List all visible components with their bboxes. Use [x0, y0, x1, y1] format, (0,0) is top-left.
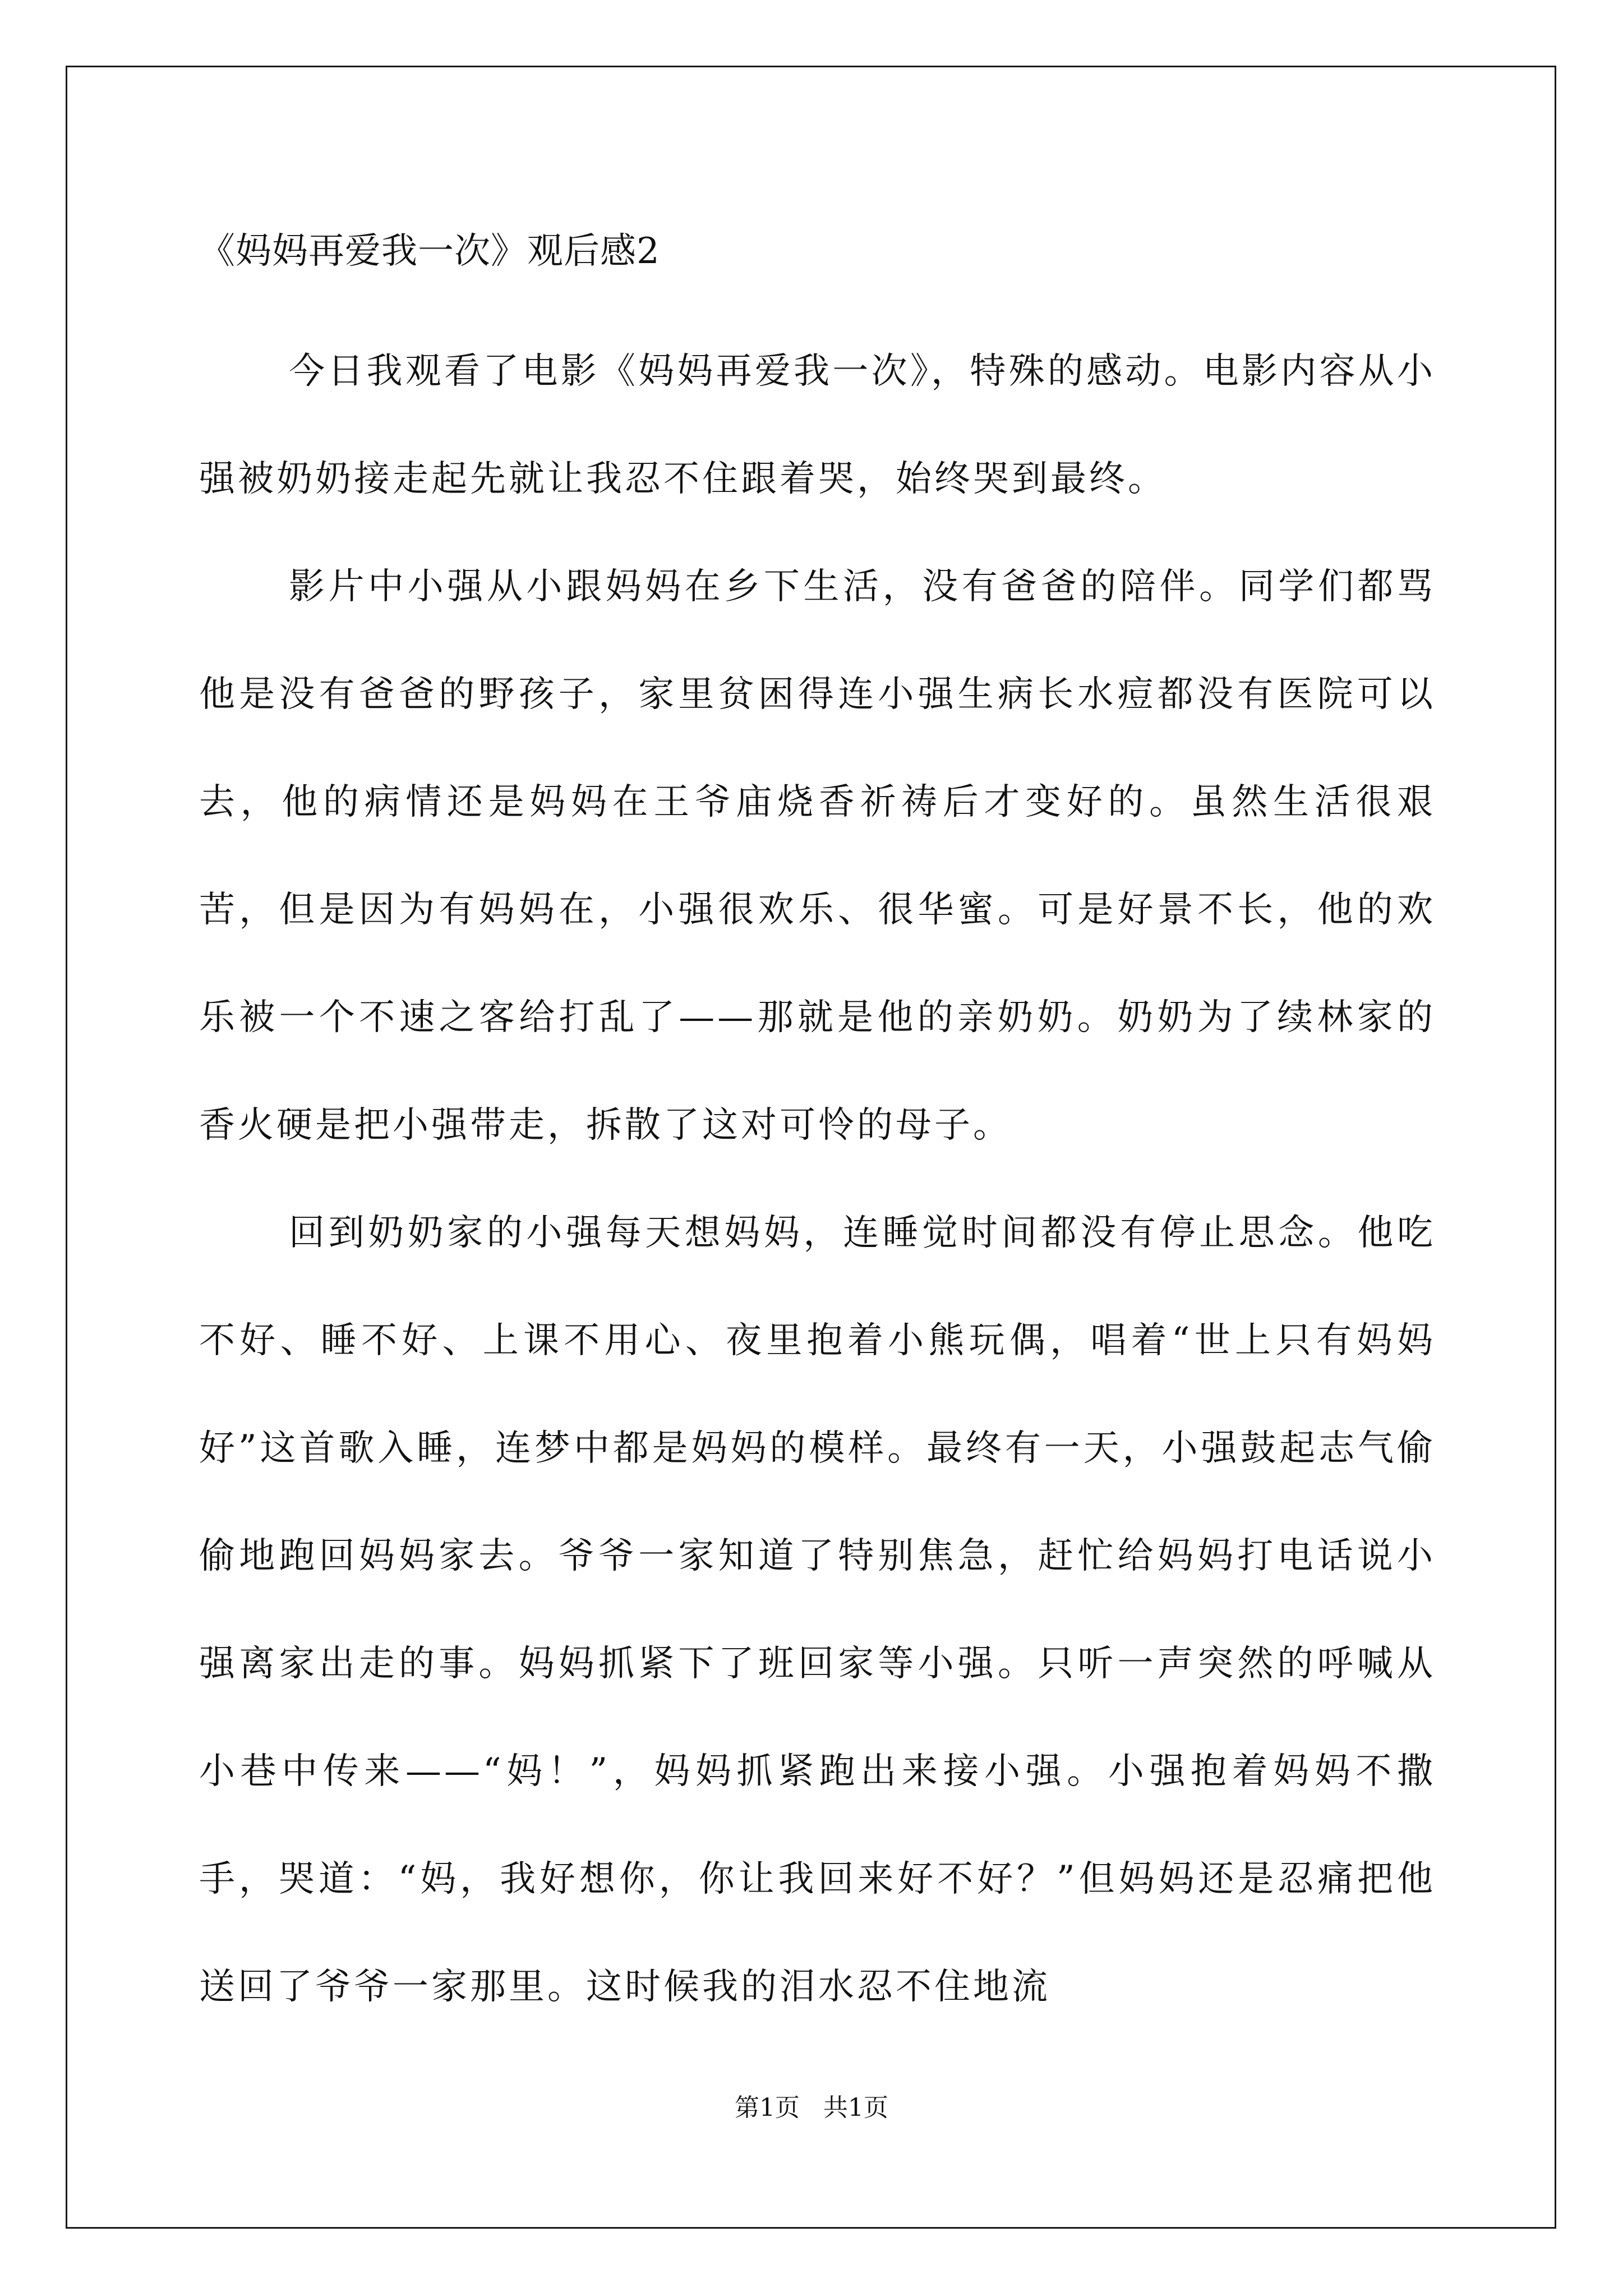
document-title: 《妈妈再爱我一次》观后感2 [199, 231, 660, 272]
document-body [199, 318, 1436, 2041]
paragraph-1: 今日我观看了电影《妈妈再爱我一次》，特殊的感动。电影内容从小强被奶奶接走起先就让我忍不住跟着哭，始终哭到最终。 [199, 351, 1436, 500]
page-footer: 第1页 共1页 [735, 2093, 888, 2122]
paragraph-3: 回到奶奶家的小强每天想妈妈，连睡觉时间都没有停止思念。他吃不好、睡不好、上课不用心、夜里抱着小熊玩偶，唱着“世上只有妈妈好”这首歌入睡，连梦中都是妈妈的模样。最终有一天，小强鼓起志气偷偷地跑回妈妈家去。爷爷一家知道了特别焦急，赶忙给妈妈打电话说小强离家出走的事。妈妈抓紧下了班回家等小强。只听一声突然的呼喊从小巷中传来——“妈！”，妈妈抓紧跑出来接小强。小强抱着妈妈不撒手，哭道：“妈，我好想你，你让我回来好不好？”但妈妈还是忍痛把他送回了爷爷一家那里。这时候我的泪水忍不住地流 [199, 1212, 1436, 2008]
paragraph-2: 影片中小强从小跟妈妈在乡下生活，没有爸爸的陪伴。同学们都骂他是没有爸爸的野孩子，家里贫困得连小强生病长水痘都没有医院可以去，他的病情还是妈妈在王爷庙烧香祈祷后才变好的。虽然生活很艰苦，但是因为有妈妈在，小强很欢乐、很华蜜。可是好景不长，他的欢乐被一个不速之客给打乱了——那就是他的亲奶奶。奶奶为了续林家的香火硬是把小强带走，拆散了这对可怜的母子。 [199, 566, 1436, 1146]
